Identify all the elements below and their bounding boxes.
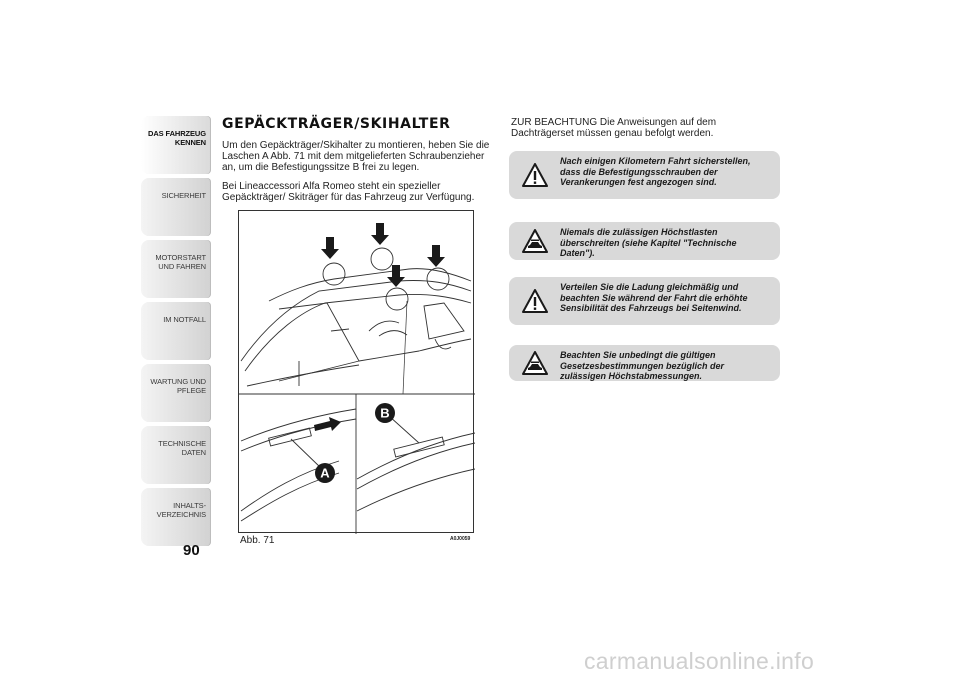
warning-text: Nach einigen Kilometern Fahrt sicherstellen, dass die Befestigungsschrauben der Verankerungen fest angezogen sind.	[560, 156, 751, 187]
car-roof-load-icon	[522, 229, 548, 253]
paragraph-accessory: Bei Lineaccessori Alfa Romeo steht ein spezieller Gepäckträger/ Skiträger für das Fahrzeug zur Verfügung.	[222, 181, 475, 203]
warning-text: Niemals die zulässigen Höchstlasten überschreiten (siehe Kapitel "Technische Daten").	[560, 227, 737, 258]
warning-triangle-icon	[522, 163, 548, 187]
label-a: A	[320, 465, 330, 481]
tab-inhaltsverzeichnis[interactable]: INHALTS-VERZEICHNIS	[141, 488, 211, 546]
warning-text: Verteilen Sie die Ladung gleichmäßig und beachten Sie während der Fahrt die erhöhte Sensibilität des Fahrzeugs bei Seitenwind.	[560, 282, 748, 313]
warning-text: Beachten Sie unbedingt die gültigen Gesetzesbestimmungen bezüglich der zulässigen Höchstabmessungen.	[560, 350, 725, 381]
warning-box	[509, 277, 780, 325]
tab-das-fahrzeug-kennen[interactable]: DAS FAHRZEUG KENNEN	[141, 116, 211, 174]
warning-box	[509, 151, 780, 199]
figure-caption: Abb. 71	[240, 535, 275, 546]
section-title: GEPÄCKTRÄGER/SKIHALTER	[222, 116, 451, 132]
figure-roof-rack	[238, 210, 474, 533]
tab-wartung-und-pflege[interactable]: WARTUNG UND PFLEGE	[141, 364, 211, 422]
note-text: ZUR BEACHTUNG Die Anweisungen auf dem Dachträgerset müssen genau befolgt werden.	[511, 117, 717, 139]
car-roof-load-icon	[522, 351, 548, 375]
tab-motorstart-und-fahren[interactable]: MOTORSTART UND FAHREN	[141, 240, 211, 298]
figure-code: A0J0059	[450, 536, 471, 542]
label-b: B	[380, 405, 390, 421]
warning-box	[509, 222, 780, 260]
car-roof-illustration	[239, 211, 475, 534]
tab-im-notfall[interactable]: IM NOTFALL	[141, 302, 211, 360]
tab-sicherheit[interactable]: SICHERHEIT	[141, 178, 211, 236]
page-number: 90	[183, 542, 200, 559]
warning-box	[509, 345, 780, 381]
paragraph-mounting: Um den Gepäckträger/Skihalter zu montieren, heben Sie die Laschen A Abb. 71 mit dem mitgelieferten Schraubenzieher an, um die Befestigungssitze B frei zu legen.	[222, 140, 490, 173]
warning-triangle-icon	[522, 289, 548, 313]
tab-technische-daten[interactable]: TECHNISCHE DATEN	[141, 426, 211, 484]
watermark: carmanualsonline.info	[584, 648, 815, 674]
